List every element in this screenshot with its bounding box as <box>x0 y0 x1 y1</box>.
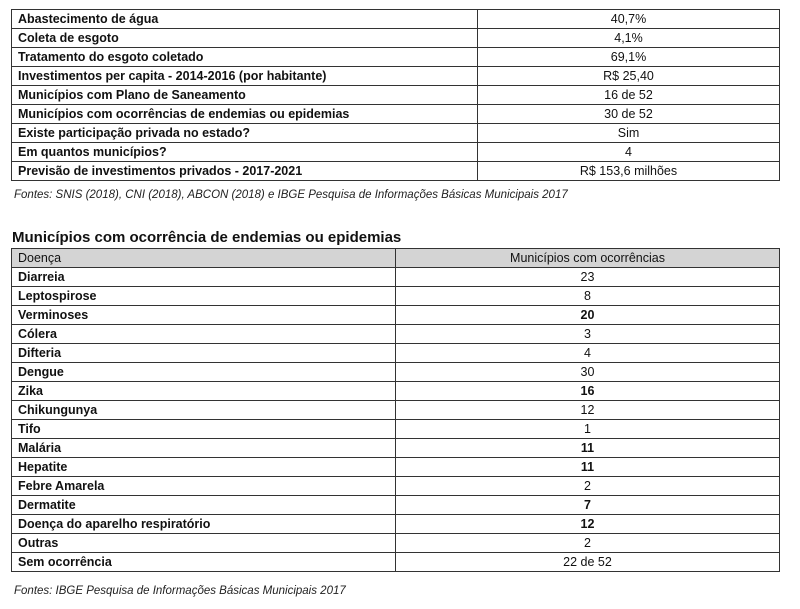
table-row <box>12 401 780 420</box>
table-row <box>12 439 780 458</box>
disease-table <box>11 248 780 572</box>
table-row <box>12 306 780 325</box>
table-row <box>12 10 780 29</box>
disease-name: Difteria <box>12 344 396 363</box>
disease-count: 22 de 52 <box>396 553 780 572</box>
summary-source-note: Fontes: SNIS (2018), CNI (2018), ABCON (2018) e IBGE Pesquisa de Informações Básicas Municipais 2017 <box>14 189 568 201</box>
table-header-row <box>12 249 780 268</box>
row-label: Previsão de investimentos privados - 2017-2021 <box>12 162 478 181</box>
header-count: Municípios com ocorrências <box>396 249 780 268</box>
disease-name: Tifo <box>12 420 396 439</box>
disease-name: Leptospirose <box>12 287 396 306</box>
table-row <box>12 143 780 162</box>
table-row <box>12 496 780 515</box>
row-label: Coleta de esgoto <box>12 29 478 48</box>
disease-name: Febre Amarela <box>12 477 396 496</box>
disease-count: 11 <box>396 439 780 458</box>
table-row <box>12 458 780 477</box>
table-row <box>12 325 780 344</box>
disease-count: 11 <box>396 458 780 477</box>
table-row <box>12 162 780 181</box>
disease-count: 2 <box>396 534 780 553</box>
table-row <box>12 553 780 572</box>
disease-name: Cólera <box>12 325 396 344</box>
disease-count: 2 <box>396 477 780 496</box>
row-value: 30 de 52 <box>478 105 780 124</box>
row-label: Municípios com Plano de Saneamento <box>12 86 478 105</box>
table-row <box>12 344 780 363</box>
disease-source-note: Fontes: IBGE Pesquisa de Informações Básicas Municipais 2017 <box>14 585 346 597</box>
disease-name: Chikungunya <box>12 401 396 420</box>
disease-name: Diarreia <box>12 268 396 287</box>
disease-count: 16 <box>396 382 780 401</box>
disease-count: 3 <box>396 325 780 344</box>
disease-name: Zika <box>12 382 396 401</box>
disease-count: 12 <box>396 515 780 534</box>
table-row <box>12 29 780 48</box>
disease-count: 23 <box>396 268 780 287</box>
row-label: Em quantos municípios? <box>12 143 478 162</box>
row-label: Abastecimento de água <box>12 10 478 29</box>
row-label: Existe participação privada no estado? <box>12 124 478 143</box>
table-row <box>12 534 780 553</box>
table-row <box>12 86 780 105</box>
disease-table-title: Municípios com ocorrência de endemias ou epidemias <box>12 229 402 246</box>
row-label: Municípios com ocorrências de endemias ou epidemias <box>12 105 478 124</box>
row-value: Sim <box>478 124 780 143</box>
disease-count: 30 <box>396 363 780 382</box>
disease-name: Sem ocorrência <box>12 553 396 572</box>
table-row <box>12 124 780 143</box>
table-row <box>12 105 780 124</box>
summary-table <box>11 9 780 181</box>
row-label: Tratamento do esgoto coletado <box>12 48 478 67</box>
disease-count: 20 <box>396 306 780 325</box>
row-value: 4 <box>478 143 780 162</box>
disease-count: 1 <box>396 420 780 439</box>
disease-name: Verminoses <box>12 306 396 325</box>
disease-count: 8 <box>396 287 780 306</box>
row-value: 4,1% <box>478 29 780 48</box>
disease-count: 7 <box>396 496 780 515</box>
disease-name: Hepatite <box>12 458 396 477</box>
row-value: R$ 153,6 milhões <box>478 162 780 181</box>
disease-name: Malária <box>12 439 396 458</box>
table-row <box>12 515 780 534</box>
table-row <box>12 67 780 86</box>
row-value: 40,7% <box>478 10 780 29</box>
disease-name: Doença do aparelho respiratório <box>12 515 396 534</box>
row-value: 16 de 52 <box>478 86 780 105</box>
table-row <box>12 420 780 439</box>
disease-count: 12 <box>396 401 780 420</box>
table-row <box>12 363 780 382</box>
table-row <box>12 382 780 401</box>
table-row <box>12 477 780 496</box>
table-row <box>12 268 780 287</box>
row-value: 69,1% <box>478 48 780 67</box>
disease-count: 4 <box>396 344 780 363</box>
row-value: R$ 25,40 <box>478 67 780 86</box>
disease-name: Dermatite <box>12 496 396 515</box>
table-row <box>12 48 780 67</box>
table-row <box>12 287 780 306</box>
disease-name: Dengue <box>12 363 396 382</box>
disease-name: Outras <box>12 534 396 553</box>
row-label: Investimentos per capita - 2014-2016 (por habitante) <box>12 67 478 86</box>
header-disease: Doença <box>12 249 396 268</box>
